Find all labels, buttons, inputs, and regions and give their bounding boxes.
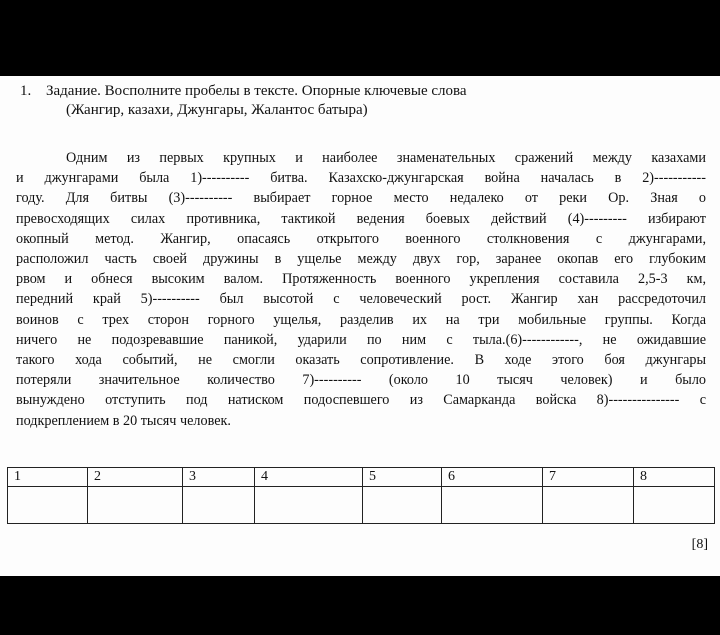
marks-label: [8] <box>691 537 708 552</box>
task-instruction: Задание. Восполните пробелы в тексте. Опорные ключевые слова <box>46 83 467 99</box>
answer-cell-6[interactable] <box>442 487 543 524</box>
answer-header-cell: 2 <box>88 468 183 487</box>
answer-header-cell: 8 <box>634 468 715 487</box>
answer-cell-7[interactable] <box>543 487 634 524</box>
answer-table-header-row <box>8 468 715 487</box>
passage-line: окопный метод. Жангир, опасаясь открытого военного столкновения с джунгарами, <box>16 230 706 247</box>
answer-cell-8[interactable] <box>634 487 715 524</box>
passage-line: потеряли значительное количество 7)---------- (около 10 тысяч человек) и было <box>16 372 706 389</box>
passage-line: превосходящих силах противника, тактикой ведения боевых действий (4)--------- избирают <box>16 210 706 227</box>
task-keywords: (Жангир, казахи, Джунгары, Жалантос батыра) <box>66 102 368 118</box>
passage-line: расположил часть своей дружины в ущелье между двух гор, заранее окопав его глубоким <box>16 251 706 268</box>
answer-table-answer-row <box>8 487 715 524</box>
passage-line: воинов с трех сторон горного ущелья, разделив их на три мобильные группы. Когда <box>16 311 706 328</box>
answer-cell-2[interactable] <box>88 487 183 524</box>
answer-header-cell: 6 <box>442 468 543 487</box>
answer-header-cell: 4 <box>255 468 363 487</box>
answer-header-cell: 5 <box>363 468 442 487</box>
answer-cell-3[interactable] <box>183 487 255 524</box>
task-number: 1. <box>20 83 32 99</box>
passage-line: ничего не подозревавшие паникой, ударили по ним с тыла.(6)------------, не ожидавшие <box>16 331 706 348</box>
answer-table <box>7 467 715 524</box>
answer-header-cell: 1 <box>8 468 88 487</box>
passage-line: подкреплением в 20 тысяч человек. <box>16 412 231 429</box>
answer-cell-5[interactable] <box>363 487 442 524</box>
answer-header-cell: 3 <box>183 468 255 487</box>
task-heading <box>20 82 467 101</box>
passage-line: передний край 5)---------- был высотой с человеческий рост. Жангир хан рассредоточил <box>16 291 706 308</box>
worksheet-page <box>0 76 720 576</box>
passage-text <box>16 148 706 431</box>
passage-line: Одним из первых крупных и наиболее знаменательных сражений между казахами <box>66 150 706 166</box>
passage-line: и джунгарами была 1)---------- битва. Казахско-джунгарская война началась в 2)----------- <box>16 170 706 187</box>
answer-header-cell: 7 <box>543 468 634 487</box>
passage-line: вынуждено отступить под натиском подоспевшего из Самарканда войска 8)--------------- с <box>16 392 706 409</box>
answer-cell-1[interactable] <box>8 487 88 524</box>
passage-line: году. Для битвы (3)---------- выбирает горное место недалеко от реки Ор. Зная о <box>16 190 706 207</box>
answer-cell-4[interactable] <box>255 487 363 524</box>
passage-line: такого хода событий, не смогли оказать сопротивление. В ходе этого боя джунгары <box>16 352 706 369</box>
passage-line: рвом и обнеся высоким валом. Протяженность военного укрепления составила 2,5-3 км, <box>16 271 706 288</box>
